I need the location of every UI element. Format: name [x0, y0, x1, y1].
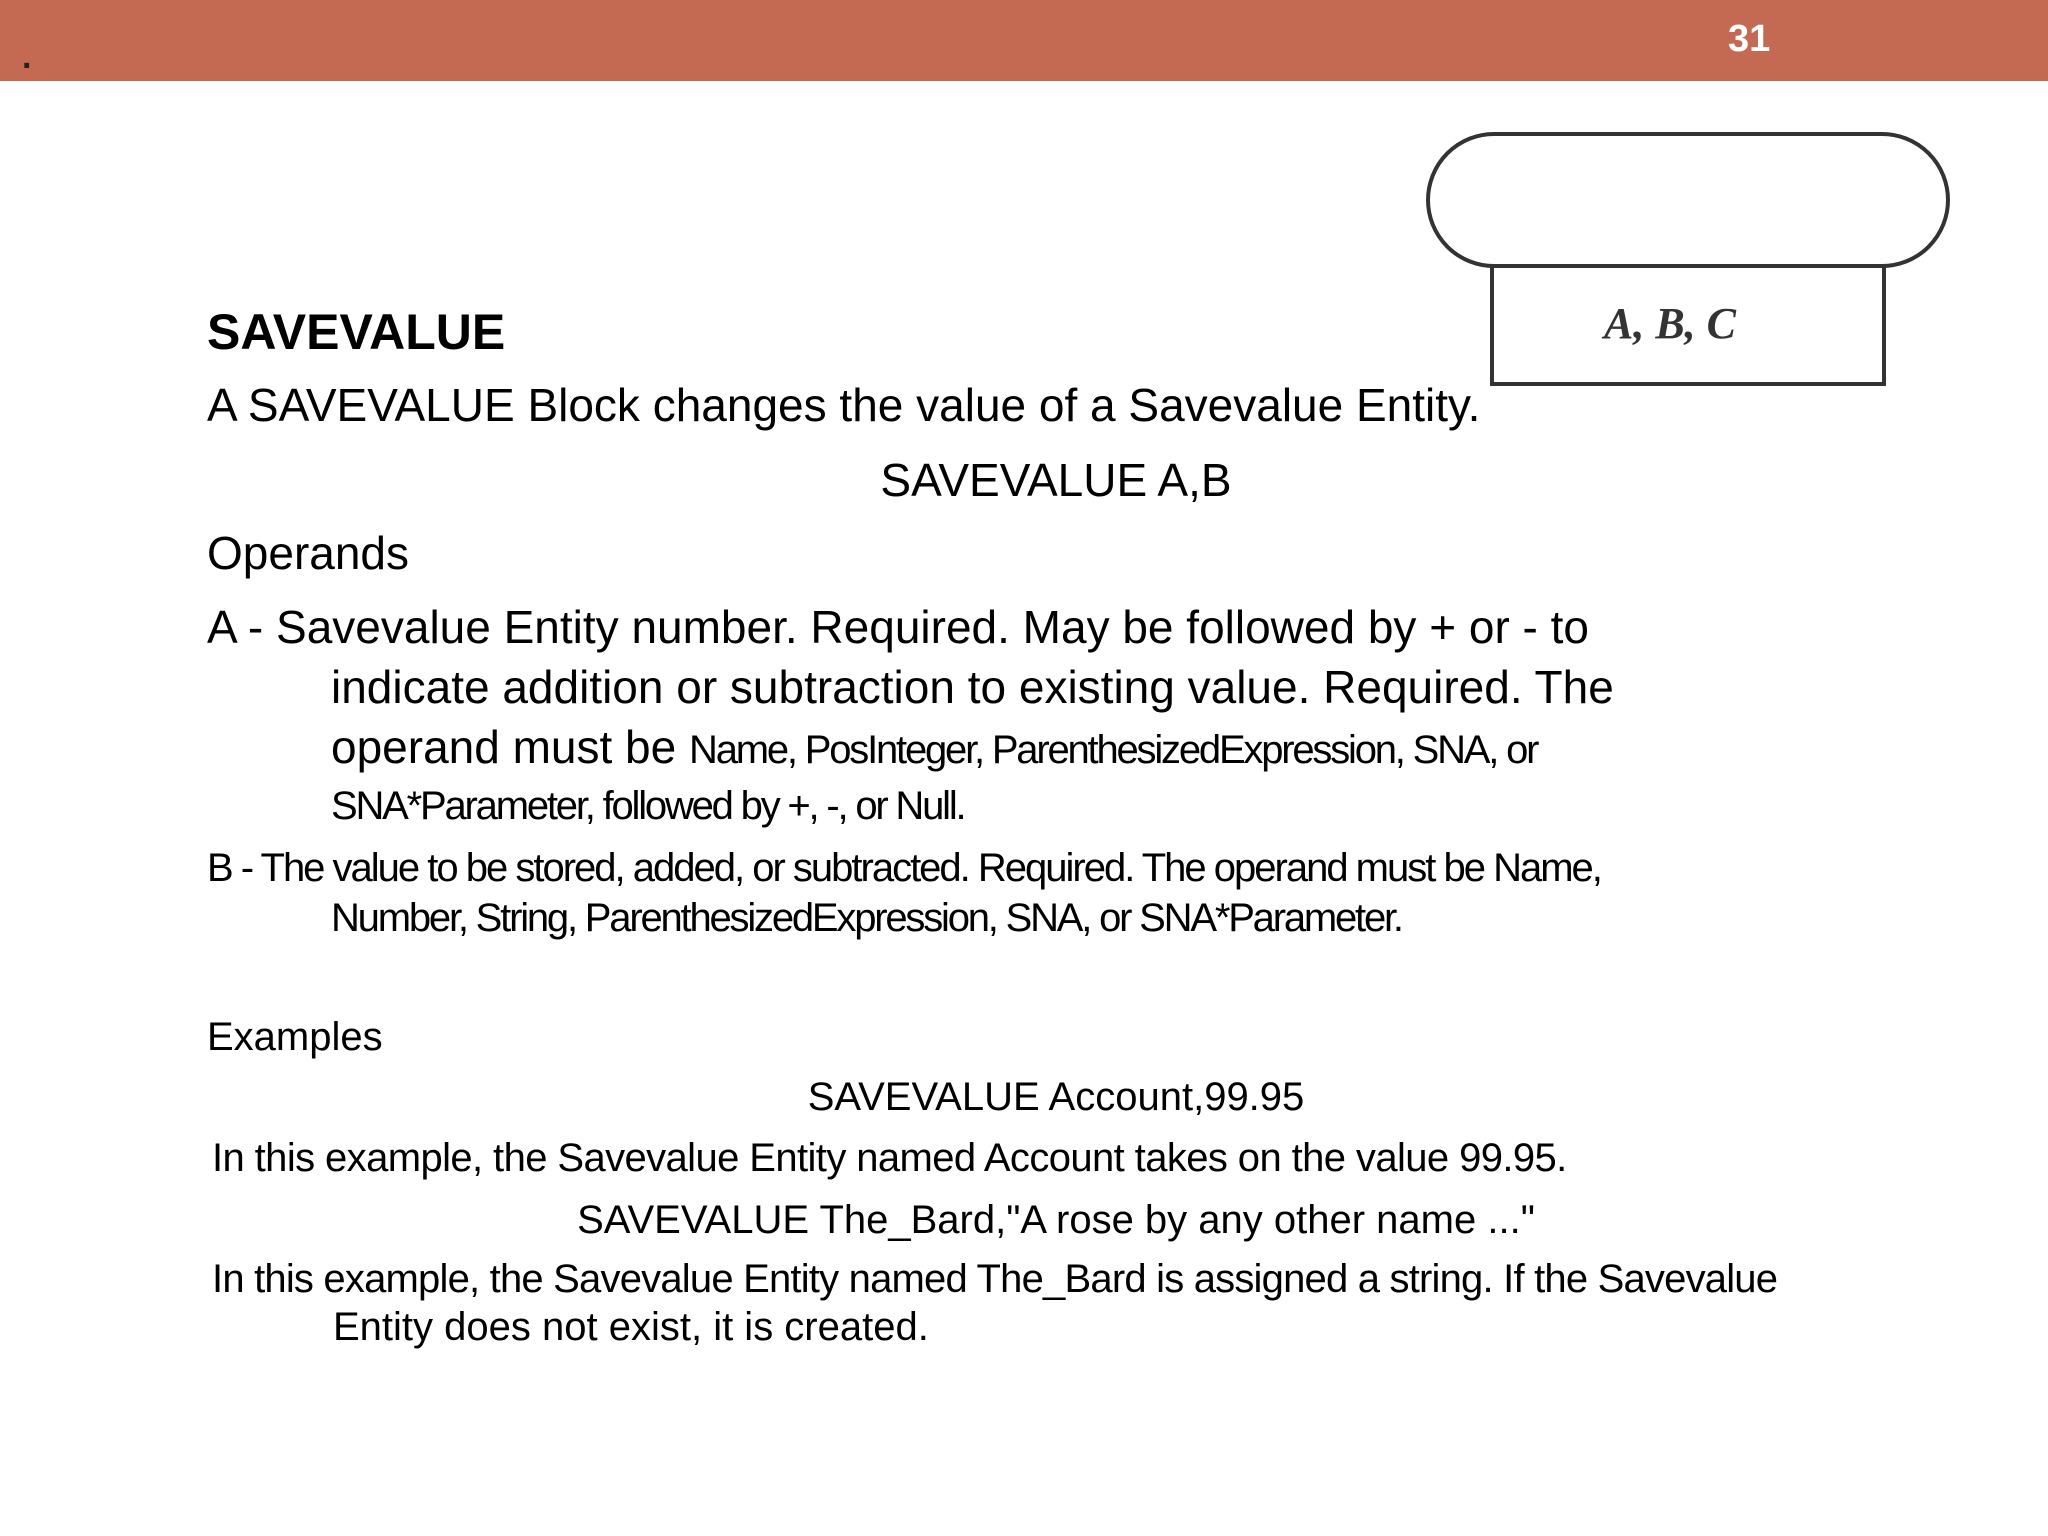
description: A SAVEVALUE Block changes the value of a Savevalue Entity. [207, 379, 1481, 431]
savevalue-block-diagram [1420, 126, 1960, 396]
example2-text-line2: Entity does not exist, it is created. [333, 1305, 929, 1349]
example1-code: SAVEVALUE Account,99.95 [807, 1075, 1305, 1119]
block-oval-shape [1428, 134, 1948, 266]
example1-text: In this example, the Savevalue Entity named Account takes on the value 99.95. [212, 1136, 1567, 1180]
operand-a-line2: indicate addition or subtraction to existing value. Required. The [331, 661, 1614, 713]
operand-a-line3-prefix: operand must be [331, 721, 690, 773]
block-operands-label: A, B, C [1603, 299, 1737, 348]
operand-a-line3 [331, 721, 1538, 773]
examples-heading: Examples [207, 1015, 383, 1059]
page-title: SAVEVALUE [207, 304, 506, 360]
operands-heading: Operands [207, 527, 410, 579]
syntax-line: SAVEVALUE A,B [880, 454, 1232, 506]
example2-text-line1: In this example, the Savevalue Entity named The_Bard is assigned a string. If the Savevalue [212, 1257, 1778, 1301]
example2-code: SAVEVALUE The_Bard,"A rose by any other name ..." [577, 1198, 1535, 1242]
operand-a-line4: SNA*Parameter, followed by +, -, or Null. [331, 784, 965, 828]
slide-header-bar [0, 0, 2048, 81]
slide-number: 31 [1728, 18, 1771, 60]
header-marker: . [22, 38, 32, 76]
operand-b-line1: B - The value to be stored, added, or subtracted. Required. The operand must be Name, [207, 846, 1601, 890]
operand-a-line1: A - Savevalue Entity number. Required. May be followed by + or - to [207, 601, 1589, 653]
operand-a-types: Name, PosInteger, ParenthesizedExpression, SNA, or [689, 728, 1538, 772]
operand-b-line2: Number, String, ParenthesizedExpression, SNA, or SNA*Parameter. [331, 896, 1402, 940]
